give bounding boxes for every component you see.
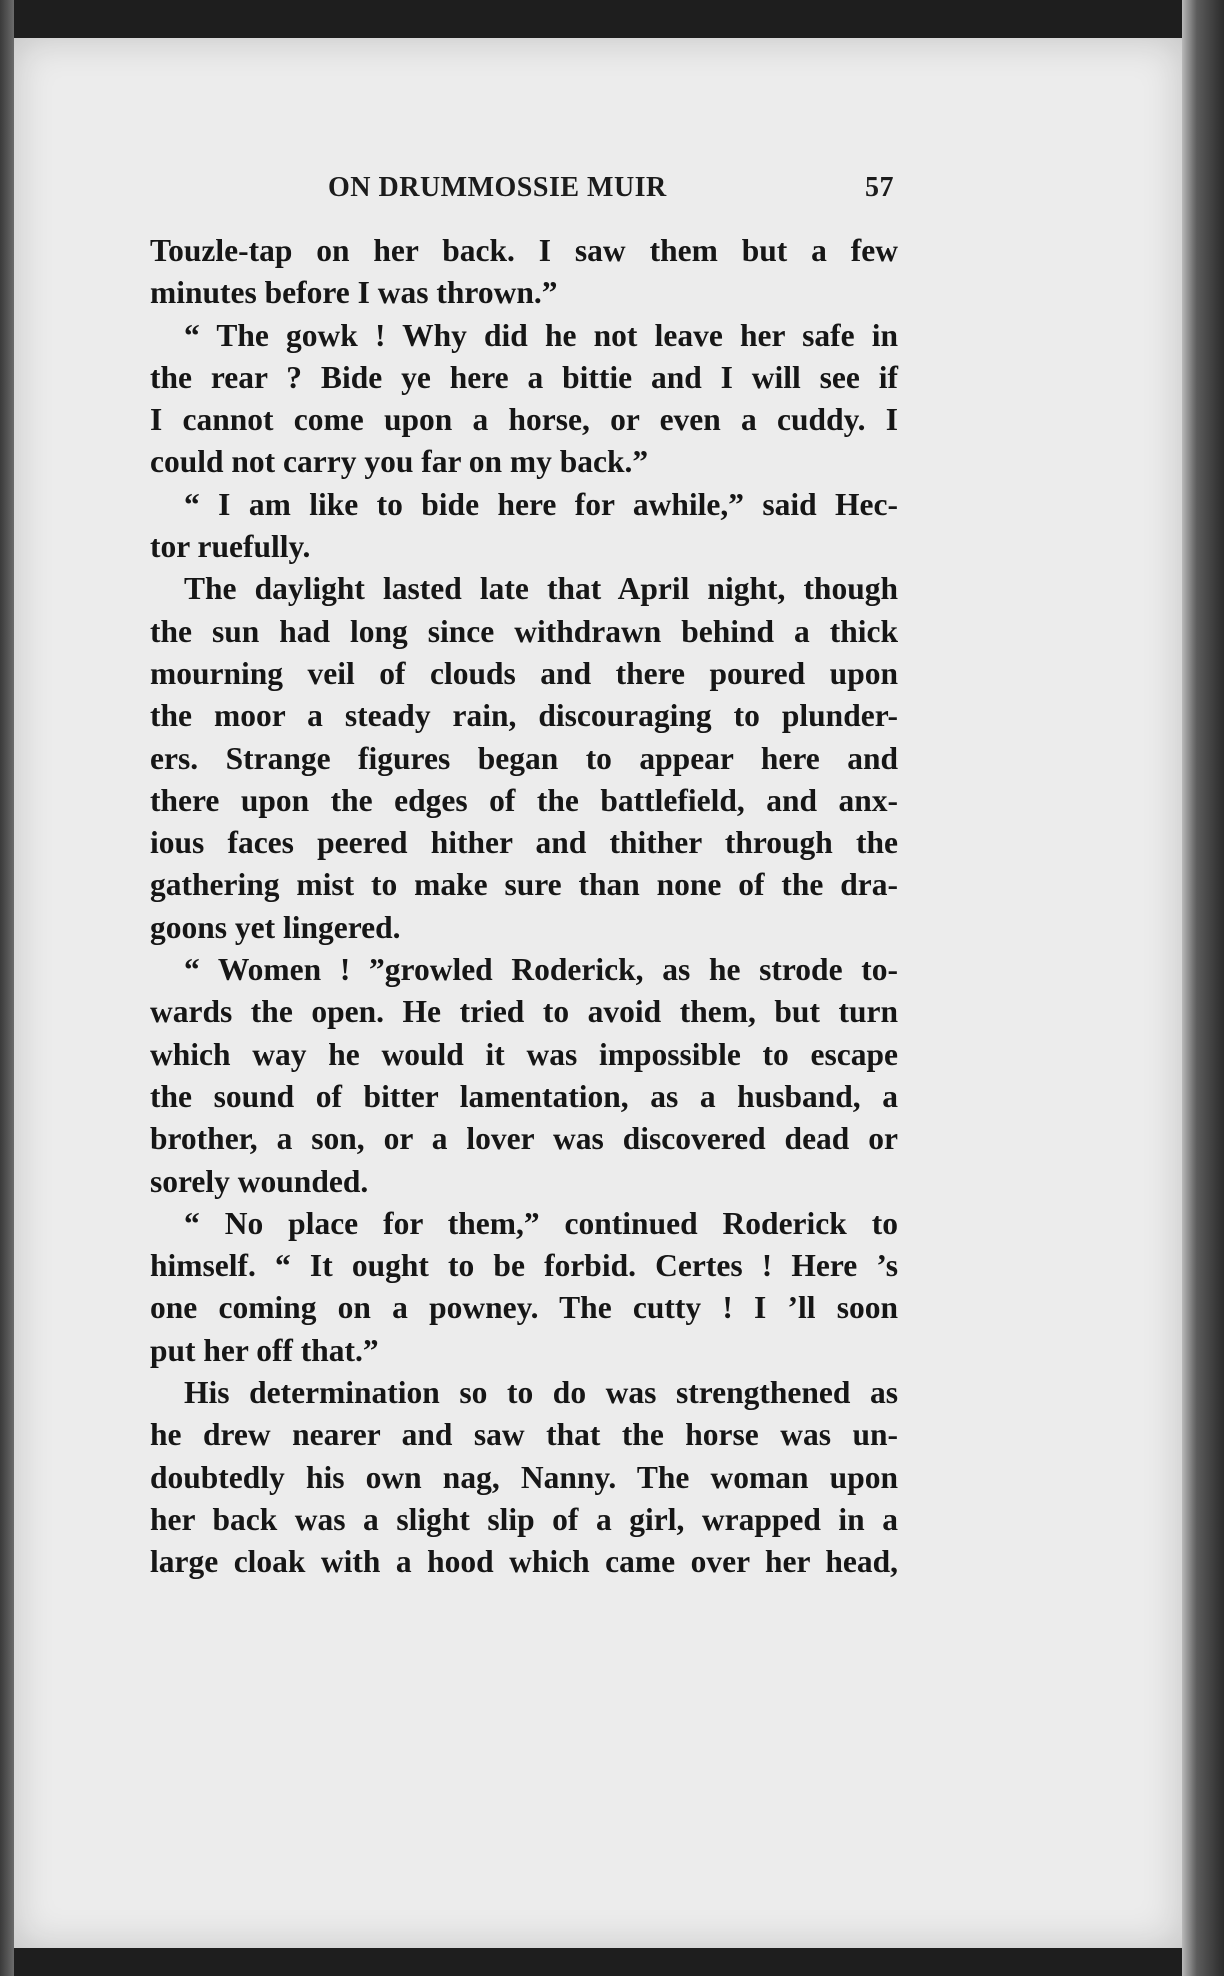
text-line: himself. “ It ought to be forbid. Certes ! Here ’s <box>150 1248 898 1284</box>
text-line: doubtedly his own nag, Nanny. The woman upon <box>150 1459 898 1495</box>
body-text <box>150 230 898 1584</box>
text-line: the sun had long since withdrawn behind a thick <box>150 613 898 649</box>
text-line: the moor a steady rain, discouraging to plunder- <box>150 698 898 734</box>
text-line: “ I am like to bide here for awhile,” said Hec- <box>184 486 898 522</box>
text-line: the rear ? Bide ye here a bittie and I will see if <box>150 359 898 395</box>
page-edge-right <box>1182 0 1224 1976</box>
text-line: one coming on a powney. The cutty ! I ’ll soon <box>150 1290 898 1326</box>
text-line: His determination so to do was strengthened as <box>184 1375 898 1411</box>
text-line: which way he would it was impossible to escape <box>150 1036 898 1072</box>
text-line: large cloak with a hood which came over her head, <box>150 1544 898 1580</box>
text-line: Touzle-tap on her back. I saw them but a few <box>150 233 898 268</box>
text-line: ers. Strange figures began to appear here and <box>150 740 898 776</box>
text-line: “ The gowk ! Why did he not leave her safe in <box>184 317 898 353</box>
text-line: gathering mist to make sure than none of the dra- <box>150 867 898 903</box>
binding-edge-left <box>0 0 14 1976</box>
text-line: tor ruefully. <box>150 529 311 565</box>
text-line: brother, a son, or a lover was discovered dead or <box>150 1121 898 1157</box>
page-number: 57 <box>865 172 894 203</box>
running-head: ON DRUMMOSSIE MUIR <box>328 172 667 203</box>
text-line: ious faces peered hither and thither through the <box>150 825 898 861</box>
text-line: I cannot come upon a horse, or even a cuddy. I <box>150 402 898 438</box>
text-line: her back was a slight slip of a girl, wrapped in a <box>150 1501 898 1537</box>
page-header <box>150 172 894 212</box>
text-line: The daylight lasted late that April night, though <box>184 571 898 607</box>
text-line: he drew nearer and saw that the horse was un- <box>150 1417 898 1453</box>
text-line: goons yet lingered. <box>150 909 401 945</box>
text-line: minutes before I was thrown.” <box>150 275 558 311</box>
text-line: sorely wounded. <box>150 1163 369 1199</box>
text-line: wards the open. He tried to avoid them, but turn <box>150 994 898 1030</box>
text-line: the sound of bitter lamentation, as a husband, a <box>150 1078 898 1114</box>
text-line: there upon the edges of the battlefield, and anx- <box>150 782 898 818</box>
text-line: “ Women ! ”growled Roderick, as he strode to- <box>184 952 898 988</box>
text-line: put her off that.” <box>150 1332 379 1368</box>
text-line: mourning veil of clouds and there poured upon <box>150 655 898 691</box>
text-line: could not carry you far on my back.” <box>150 444 649 480</box>
text-line: “ No place for them,” continued Roderick to <box>184 1205 898 1241</box>
